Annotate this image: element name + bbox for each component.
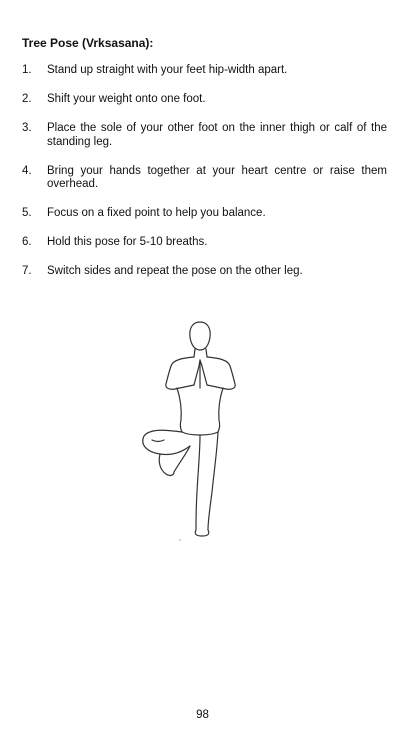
- step-number: 3.: [22, 122, 32, 134]
- list-item: [22, 265, 387, 279]
- step-text: Focus on a fixed point to help you balance.: [47, 207, 266, 219]
- section-title: Tree Pose (Vrksasana):: [22, 36, 154, 50]
- step-number: 7.: [22, 265, 32, 277]
- step-text: Place the sole of your other foot on the inner thigh or calf of the standing leg.: [47, 122, 387, 148]
- step-number: 1.: [22, 64, 32, 76]
- list-item: [22, 93, 387, 107]
- tree-pose-figure-icon: [130, 312, 250, 544]
- step-text: Shift your weight onto one foot.: [47, 93, 206, 105]
- list-item: [22, 122, 387, 149]
- step-number: 2.: [22, 93, 32, 105]
- list-item: [22, 165, 387, 192]
- step-text: Bring your hands together at your heart centre or raise them overhead.: [47, 164, 387, 190]
- list-item: [22, 236, 387, 250]
- step-number: 6.: [22, 236, 32, 248]
- page-number: 98: [196, 709, 209, 721]
- step-number: 4.: [22, 164, 32, 177]
- step-number: 5.: [22, 207, 32, 219]
- step-text: Hold this pose for 5-10 breaths.: [47, 236, 208, 248]
- instruction-list: [22, 64, 387, 294]
- step-text: Stand up straight with your feet hip-width apart.: [47, 64, 288, 76]
- list-item: [22, 64, 387, 78]
- step-text: Switch sides and repeat the pose on the other leg.: [47, 265, 303, 277]
- list-item: [22, 207, 387, 221]
